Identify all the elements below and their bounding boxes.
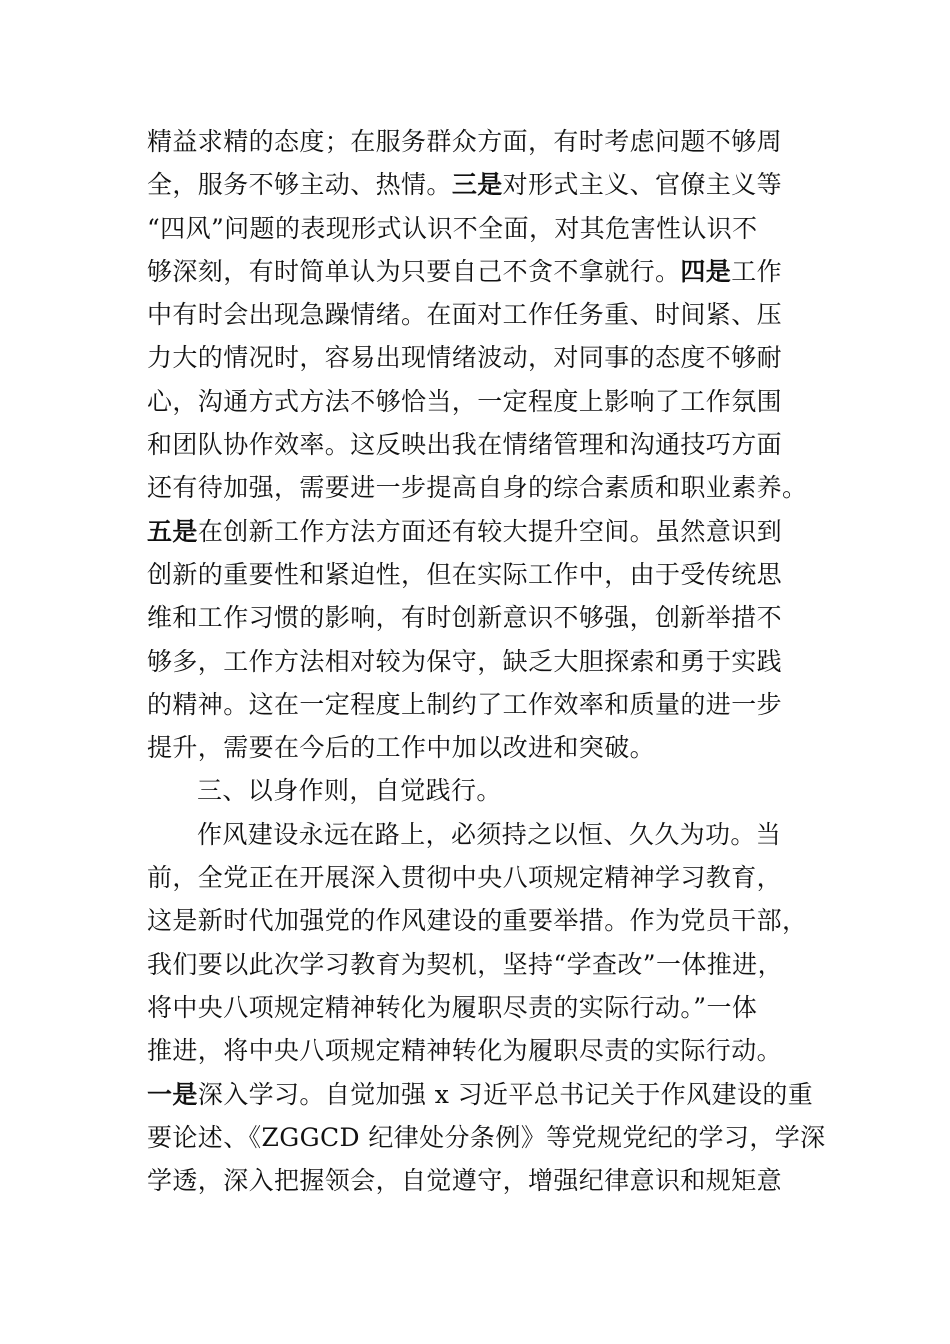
text-line (147, 510, 827, 553)
text-segment: 前，全党正在开展深入贯彻中央八项规定精神学习教育， (147, 863, 783, 893)
text-segment: 三、以身作则，自觉践行。 (197, 776, 502, 806)
text-line (147, 207, 827, 250)
text-line (147, 899, 827, 942)
text-segment: 力大的情况时，容易出现情绪波动，对同事的态度不够耐 (147, 343, 783, 373)
text-line (147, 769, 827, 812)
text-line (147, 336, 827, 379)
text-segment: 够多，工作方法相对较为保守，缺乏大胆探索和勇于实践 (147, 646, 783, 676)
text-segment: 心，沟通方式方法不够恰当，一定程度上影响了工作氛围 (147, 386, 783, 416)
text-line (147, 466, 827, 509)
bold-label: 四是 (680, 256, 732, 286)
text-segment: 工作 (731, 256, 783, 286)
text-segment: 中有时会出现急躁情绪。在面对工作任务重、时间紧、压 (147, 300, 783, 330)
text-segment: 的精神。这在一定程度上制约了工作效率和质量的进一步 (147, 689, 783, 719)
text-line (147, 683, 827, 726)
text-line (147, 596, 827, 639)
text-line (147, 1073, 827, 1116)
text-line (147, 120, 827, 163)
text-line (147, 856, 827, 899)
text-line (147, 943, 827, 986)
text-line (147, 1159, 827, 1202)
text-segment: 要论述、《ZGGCD 纪律处分条例》等党规党纪的学习，学深 (147, 1122, 826, 1152)
text-line (147, 1116, 827, 1159)
text-line (147, 813, 827, 856)
bold-label: 一是 (147, 1079, 198, 1109)
text-line (147, 250, 827, 293)
text-segment: 创新的重要性和紧迫性，但在实际工作中，由于受传统思 (147, 559, 783, 589)
text-segment: 够深刻，有时简单认为只要自己不贪不拿就行。 (147, 256, 681, 286)
text-line (147, 986, 827, 1029)
text-line (147, 380, 827, 423)
text-segment: 学透，深入把握领会，自觉遵守，增强纪律意识和规矩意 (147, 1166, 783, 1196)
bold-label: 三是 (451, 170, 503, 200)
text-line (147, 293, 827, 336)
text-segment: 提升，需要在今后的工作中加以改进和突破。 (147, 733, 656, 763)
text-line (147, 640, 827, 683)
text-segment: 这是新时代加强党的作风建设的重要举措。作为党员干部， (147, 906, 808, 936)
body-text (147, 120, 827, 1202)
text-segment: 将中央八项规定精神转化为履职尽责的实际行动。”一体 (147, 992, 758, 1022)
text-segment: 对形式主义、官僚主义等 (502, 170, 783, 200)
text-segment: 在创新工作方法方面还有较大提升空间。虽然意识到 (197, 516, 783, 546)
text-segment: 深入学习。自觉加强 x 习近平总书记关于作风建设的重 (197, 1079, 814, 1109)
text-line (147, 1029, 827, 1072)
text-line (147, 163, 827, 206)
text-segment: 我们要以此次学习教育为契机，坚持“学查改”一体推进， (147, 949, 783, 979)
text-segment: 和团队协作效率。这反映出我在情绪管理和沟通技巧方面 (147, 430, 783, 460)
text-line (147, 553, 827, 596)
text-line (147, 423, 827, 466)
text-segment: 全，服务不够主动、热情。 (147, 170, 452, 200)
text-line (147, 726, 827, 769)
bold-label: 五是 (147, 516, 198, 546)
text-segment: “四风”问题的表现形式认识不全面，对其危害性认识不 (147, 213, 758, 243)
text-segment: 推进，将中央八项规定精神转化为履职尽责的实际行动。 (147, 1036, 783, 1066)
text-segment: 还有待加强，需要进一步提高自身的综合素质和职业素养。 (147, 473, 808, 503)
text-segment: 作风建设永远在路上，必须持之以恒、久久为功。当 (197, 819, 782, 849)
text-segment: 精益求精的态度；在服务群众方面，有时考虑问题不够周 (147, 127, 783, 156)
text-segment: 维和工作习惯的影响，有时创新意识不够强，创新举措不 (147, 603, 783, 633)
